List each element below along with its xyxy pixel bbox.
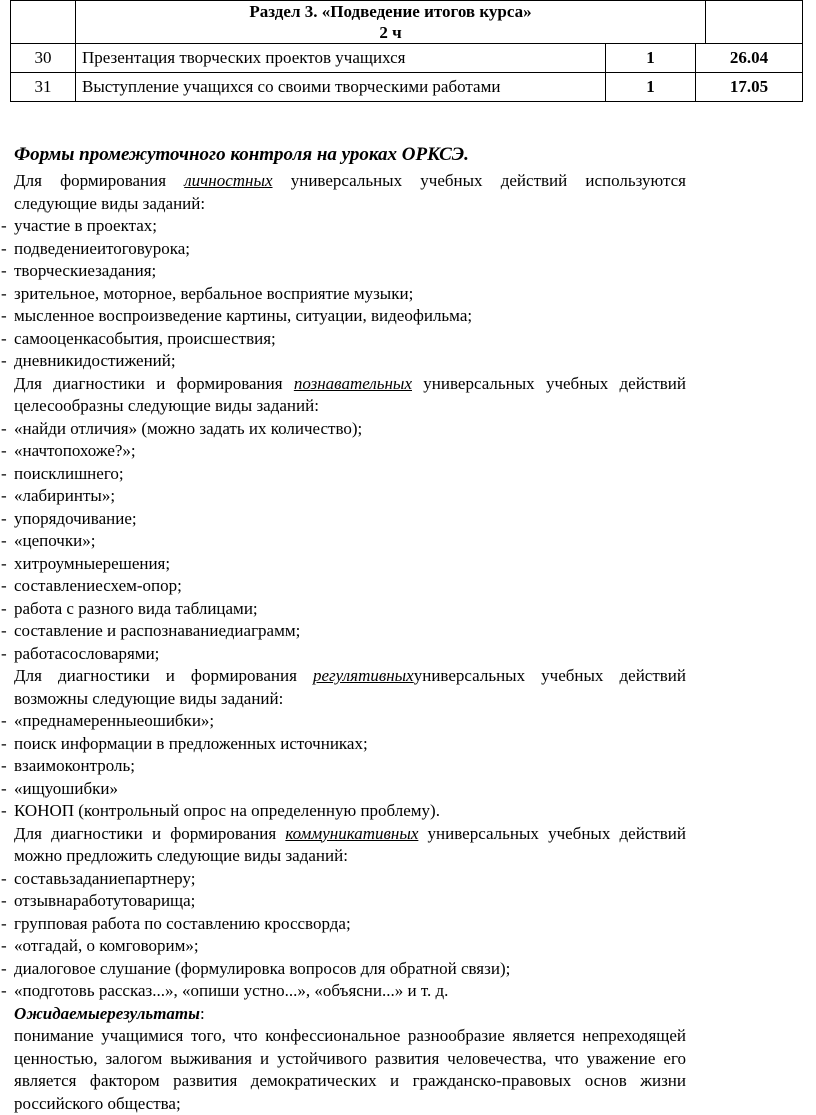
list-item-text: «цепочки»; [14, 531, 96, 550]
list-item-text: упорядочивание; [14, 508, 137, 528]
regulative-intro: Для диагностики и формирования регулятивныхуниверсальных учебных действий возможны следующие виды заданий: [14, 666, 686, 708]
bullet-dash: - [1, 238, 7, 258]
section-row [11, 1, 803, 44]
bullet-dash: - [1, 936, 7, 955]
term-cognitive: познавательных [293, 373, 412, 393]
personal-list [1, 215, 686, 373]
list-item [1, 440, 686, 463]
bullet-dash: - [1, 283, 7, 303]
list-item-text: «ищуошибки» [14, 778, 118, 798]
bullet-dash: - [1, 508, 7, 528]
list-item [1, 913, 686, 936]
list-item-text: творческиезадания; [14, 261, 157, 280]
bullet-dash: - [1, 958, 7, 978]
list-item-text: взаимоконтроль; [14, 756, 136, 775]
list-item-text: поисклишнего; [14, 463, 124, 483]
list-item-text: работасословарями; [14, 643, 160, 663]
list-item [1, 575, 686, 598]
list-item [1, 733, 686, 756]
bullet-dash: - [1, 351, 7, 370]
list-item [1, 620, 686, 643]
bullet-dash: - [1, 553, 7, 573]
list-item [1, 283, 686, 306]
list-item [1, 778, 686, 801]
list-item [1, 643, 686, 666]
list-item-text: зрительное, моторное, вербальное восприятие музыки; [14, 283, 414, 303]
bullet-dash: - [1, 868, 7, 888]
results-text: понимание учащимися того, что конфессиональное разнообразие является непреходящей ценностью, залогом выживания и устойчивого развития человечества, что уважение его является фактором развития демократических и гражданско-правовых основ жизни российского общества; [14, 1026, 686, 1113]
list-item-text: самооценкасобытия, происшествия; [14, 328, 276, 348]
bullet-dash: - [1, 733, 7, 753]
list-item [1, 418, 686, 441]
list-item-text: мысленное воспроизведение картины, ситуации, видеофильма; [14, 306, 473, 325]
list-item [1, 935, 686, 958]
communicative-list [1, 868, 686, 1003]
list-item-text: групповая работа по составлению кроссворда; [14, 913, 351, 933]
list-item [1, 710, 686, 733]
term-personal: личностных [184, 171, 273, 190]
regulative-list [1, 710, 686, 823]
term-communicative: коммуникативных [285, 823, 419, 843]
list-item-text: дневникидостижений; [14, 351, 176, 370]
list-item [1, 350, 686, 373]
list-item-text: «преднамеренныеошибки»; [14, 711, 215, 730]
list-item-text: составление и распознаваниедиаграмм; [14, 621, 301, 640]
bullet-dash: - [1, 598, 7, 618]
bullet-dash: - [1, 891, 7, 910]
communicative-intro: Для диагностики и формирования коммуникативных универсальных учебных действий можно предложить следующие виды заданий: [14, 823, 686, 865]
list-item-text: «отгадай, о комговорим»; [14, 936, 199, 955]
list-item-text: подведениеитоговурока; [14, 238, 191, 258]
page-heading: Формы промежуточного контроля на уроках ОРКСЭ. [14, 144, 469, 165]
bullet-dash: - [1, 463, 7, 483]
list-item [1, 215, 686, 238]
list-item [1, 238, 686, 261]
list-item-text: «найди отличия» (можно задать их количество); [14, 418, 363, 438]
bullet-dash: - [1, 418, 7, 438]
lesson-hours: 1 [606, 44, 696, 73]
list-item-text: составлениесхем-опор; [14, 576, 182, 595]
term-regulative: регулятивных [312, 666, 414, 685]
lesson-number: 30 [11, 44, 76, 73]
list-item [1, 598, 686, 621]
bullet-dash: - [1, 711, 7, 730]
list-item [1, 868, 686, 891]
section-title: Раздел 3. «Подведение итогов курса» [249, 2, 532, 21]
table-row [11, 73, 803, 102]
list-item [1, 260, 686, 283]
list-item-text: диалоговое слушание (формулировка вопросов для обратной связи); [14, 958, 511, 978]
section-num-cell [11, 1, 76, 44]
list-item-text: отзывнаработутоварища; [14, 891, 196, 910]
list-item-text: «подготовь рассказ...», «опиши устно...», «объясни...» и т. д. [14, 981, 449, 1000]
list-item-text: хитроумныерешения; [14, 553, 171, 573]
bullet-dash: - [1, 756, 7, 775]
bullet-dash: - [1, 328, 7, 348]
list-item [1, 800, 686, 823]
personal-intro: Для формирования личностных универсальных учебных действий используются следующие виды заданий: [14, 171, 686, 213]
list-item [1, 553, 686, 576]
list-item-text: составьзаданиепартнеру; [14, 868, 196, 888]
table-row [11, 44, 803, 73]
list-item-text: КОНОП (контрольный опрос на определенную проблему). [14, 801, 440, 820]
document-body [1, 142, 686, 1115]
bullet-dash: - [1, 216, 7, 235]
section-title-cell [76, 1, 706, 44]
bullet-dash: - [1, 621, 7, 640]
list-item-text: работа с разного вида таблицами; [14, 598, 258, 618]
bullet-dash: - [1, 576, 7, 595]
bullet-dash: - [1, 531, 7, 550]
list-item-text: поиск информации в предложенных источниках; [14, 733, 368, 753]
list-item [1, 463, 686, 486]
bullet-dash: - [1, 778, 7, 798]
bullet-dash: - [1, 486, 7, 505]
bullet-dash: - [1, 441, 7, 460]
list-item [1, 305, 686, 328]
list-item [1, 890, 686, 913]
bullet-dash: - [1, 643, 7, 663]
list-item [1, 755, 686, 778]
section-date-cell [706, 1, 803, 44]
lesson-date: 17.05 [696, 73, 803, 102]
lesson-topic: Презентация творческих проектов учащихся [76, 44, 606, 73]
list-item [1, 980, 686, 1003]
bullet-dash: - [1, 261, 7, 280]
section-hours: 2 ч [379, 23, 402, 42]
bullet-dash: - [1, 981, 7, 1000]
course-plan-table [10, 0, 803, 102]
list-item [1, 508, 686, 531]
cognitive-list [1, 418, 686, 666]
list-item-text: «лабиринты»; [14, 486, 116, 505]
list-item [1, 958, 686, 981]
list-item [1, 485, 686, 508]
bullet-dash: - [1, 913, 7, 933]
lesson-hours: 1 [606, 73, 696, 102]
bullet-dash: - [1, 801, 7, 820]
lesson-number: 31 [11, 73, 76, 102]
list-item [1, 530, 686, 553]
lesson-topic: Выступление учащихся со своими творческими работами [76, 73, 606, 102]
list-item-text: «начтопохоже?»; [14, 441, 136, 460]
list-item [1, 328, 686, 351]
lesson-date: 26.04 [696, 44, 803, 73]
results-heading: Ожидаемыерезультаты: [14, 1003, 205, 1023]
list-item-text: участие в проектах; [14, 216, 158, 235]
cognitive-intro: Для диагностики и формирования познавательных универсальных учебных действий целесообразны следующие виды заданий: [14, 373, 686, 415]
bullet-dash: - [1, 306, 7, 325]
